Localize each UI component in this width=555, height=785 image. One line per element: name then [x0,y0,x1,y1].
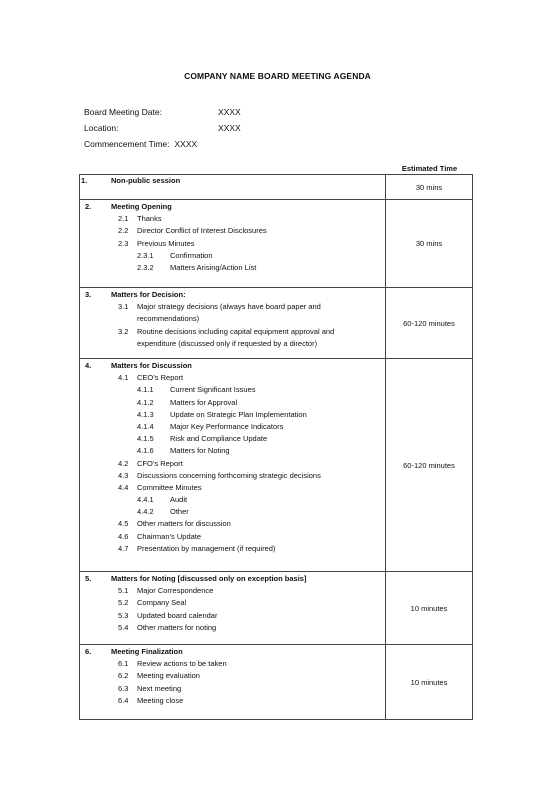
agenda-item [80,225,385,237]
agenda-item-text: Review actions to be taken [137,659,227,669]
location-label: Location: [84,123,119,133]
agenda-item-number: 4.1.1 [137,385,154,395]
agenda-section-content [80,359,386,572]
agenda-section-row [80,572,473,645]
agenda-section-number: 6. [85,647,92,656]
agenda-item [80,372,385,384]
agenda-item-text: Major Correspondence [137,586,214,596]
agenda-item-number: 4.7 [118,543,129,553]
agenda-section-heading [80,175,385,187]
agenda-item [80,683,385,695]
agenda-item [80,458,385,470]
agenda-section-content [80,200,386,288]
agenda-item-text: Meeting close [137,695,184,705]
location-row [84,123,241,133]
agenda-item-number: 3.1 [118,302,129,312]
agenda-item-number: 2.3.2 [137,262,154,272]
agenda-item [80,338,385,350]
agenda-item-text: Thanks [137,214,162,224]
document-title: COMPANY NAME BOARD MEETING AGENDA [184,71,371,81]
agenda-section-title: Matters for Discussion [111,361,192,370]
agenda-item-number: 2.2 [118,226,129,236]
agenda-item-text: Director Conflict of Interest Disclosures [137,226,267,236]
agenda-item-number: 4.1.2 [137,397,154,407]
agenda-item [80,597,385,609]
agenda-item-number: 5.1 [118,586,129,596]
agenda-item [80,384,385,396]
agenda-section-number: 5. [85,574,92,583]
agenda-item [80,397,385,409]
estimated-time-value: 30 mins [386,200,473,288]
agenda-item-number: 4.1.3 [137,409,154,419]
agenda-item [80,262,385,274]
agenda-section-title: Non-public session [111,176,181,185]
agenda-section-heading [80,289,385,301]
agenda-section-title: Matters for Noting [discussed only on exception basis] [111,574,307,583]
agenda-item-number: 5.4 [118,622,129,632]
agenda-section-row [80,359,473,572]
agenda-item-text: Discussions concerning forthcoming strategic decisions [137,470,321,480]
agenda-section-content [80,288,386,359]
agenda-item-number: 4.1.6 [137,446,154,456]
agenda-section-row [80,175,473,200]
agenda-item-text: Meeting evaluation [137,671,200,681]
agenda-section-heading [80,646,385,658]
agenda-item-text: Company Seal [137,598,187,608]
agenda-item [80,531,385,543]
agenda-item [80,213,385,225]
agenda-section-content [80,572,386,645]
agenda-item-number: 6.4 [118,695,129,705]
agenda-section-number: 3. [85,290,92,299]
agenda-item-number: 6.3 [118,683,129,693]
agenda-item-number: 3.2 [118,326,129,336]
agenda-section-content [80,645,386,720]
agenda-item-text: Update on Strategic Plan Implementation [170,409,307,419]
agenda-item [80,482,385,494]
commencement-time-row [84,139,197,149]
agenda-item-number: 4.1.4 [137,421,154,431]
agenda-item [80,409,385,421]
agenda-item-text: Updated board calendar [137,610,218,620]
agenda-section-number: 2. [85,202,92,211]
agenda-item [80,313,385,325]
agenda-item-text: Audit [170,495,188,505]
agenda-section-row [80,200,473,288]
agenda-item [80,494,385,506]
agenda-item [80,421,385,433]
meeting-date-value: XXXX [218,107,241,117]
meeting-date-row [84,107,241,117]
agenda-item-text: recommendations) [137,314,200,324]
agenda-item-text: Next meeting [137,683,182,693]
agenda-item-number: 4.4.1 [137,495,154,505]
agenda-item-text: Matters Arising/Action List [170,262,257,272]
agenda-item-text: Other matters for noting [137,622,217,632]
agenda-section-title: Meeting Finalization [111,647,183,656]
agenda-section-row [80,645,473,720]
agenda-item [80,238,385,250]
agenda-section-title: Meeting Opening [111,202,172,211]
agenda-section-heading [80,201,385,213]
agenda-item [80,670,385,682]
agenda-item [80,326,385,338]
agenda-item [80,622,385,634]
agenda-item-text: Routine decisions including capital equipment approval and [137,326,335,336]
agenda-item-number: 6.1 [118,659,129,669]
agenda-item-number: 4.2 [118,458,129,468]
agenda-item-number: 4.3 [118,470,129,480]
agenda-item-number: 2.3 [118,238,129,248]
agenda-item [80,543,385,555]
commencement-time-label: Commencement Time: [84,139,170,149]
agenda-item-text: Committee Minutes [137,482,202,492]
agenda-item-number: 4.4.2 [137,507,154,517]
agenda-item-text: CEO’s Report [137,373,184,383]
agenda-item-number: 6.2 [118,671,129,681]
agenda-item-number: 5.2 [118,598,129,608]
agenda-item [80,433,385,445]
agenda-item [80,470,385,482]
agenda-section-content [80,175,386,200]
agenda-item-number: 4.1.5 [137,434,154,444]
meeting-date-label: Board Meeting Date: [84,107,162,117]
agenda-item-text: Major Key Performance Indicators [170,421,284,431]
agenda-item-text: Other [170,507,189,517]
agenda-item-text: Chairman’s Update [137,531,202,541]
agenda-table [79,174,473,720]
agenda-item [80,301,385,313]
estimated-time-value: 10 minutes [386,572,473,645]
estimated-time-value: 60-120 minutes [386,288,473,359]
agenda-section-title: Matters for Decision: [111,290,186,299]
agenda-item [80,445,385,457]
estimated-time-value: 60-120 minutes [386,359,473,572]
estimated-time-value: 30 mins [386,175,473,200]
agenda-item [80,250,385,262]
agenda-section-number: 1. [81,176,88,185]
agenda-item [80,518,385,530]
location-value: XXXX [218,123,241,133]
agenda-item-text: Matters for Noting [170,446,230,456]
agenda-item-number: 4.6 [118,531,129,541]
agenda-item-text: CFO’s Report [137,458,183,468]
agenda-item-text: Risk and Compliance Update [170,434,268,444]
agenda-section-number: 4. [85,361,92,370]
agenda-item [80,610,385,622]
agenda-item-number: 5.3 [118,610,129,620]
agenda-item-text: Previous Minutes [137,238,195,248]
estimated-time-value: 10 minutes [386,645,473,720]
agenda-item-number: 2.3.1 [137,250,154,260]
agenda-item-text: Major strategy decisions (always have board paper and [137,302,321,312]
agenda-section-row [80,288,473,359]
agenda-item-number: 4.4 [118,482,129,492]
agenda-item-text: Matters for Approval [170,397,238,407]
agenda-item-text: Confirmation [170,250,213,260]
agenda-item-number: 4.1 [118,373,129,383]
agenda-section-heading [80,573,385,585]
agenda-item-number: 2.1 [118,214,129,224]
agenda-item [80,506,385,518]
agenda-section-heading [80,360,385,372]
agenda-item-text: expenditure (discussed only if requested by a director) [137,338,318,348]
agenda-item-text: Current Significant Issues [170,385,256,395]
agenda-item [80,585,385,597]
agenda-item-text: Other matters for discussion [137,519,231,529]
agenda-item-text: Presentation by management (if required) [137,543,276,553]
commencement-time-value: XXXX [174,139,198,149]
estimated-time-header: Estimated Time [401,164,458,173]
agenda-item [80,695,385,707]
agenda-item [80,658,385,670]
agenda-item-number: 4.5 [118,519,129,529]
